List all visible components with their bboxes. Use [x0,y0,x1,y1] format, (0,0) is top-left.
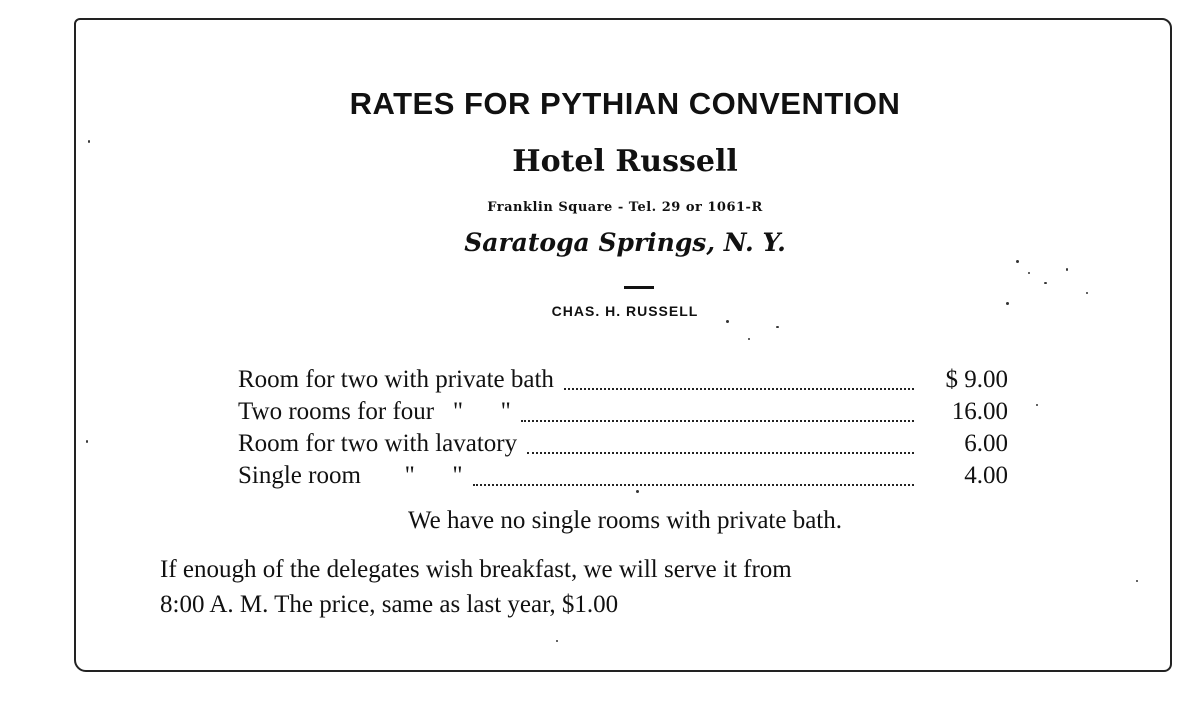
rate-price: $ 9.00 [945,366,1008,393]
breakfast-line-1: If enough of the delegates wish breakfast, we will serve it from [160,556,792,583]
rate-price: 16.00 [951,398,1008,425]
rate-row [238,396,1008,428]
print-speck [88,140,90,143]
leader-dots [564,388,914,390]
hotel-name: Hotel Russell [512,144,738,179]
print-speck [1036,404,1038,406]
print-speck [1016,260,1019,263]
breakfast-line-2: 8:00 A. M. The price, same as last year, $1.00 [160,591,619,618]
leader-dots [521,420,914,422]
proprietor-name: CHAS. H. RUSSELL [551,303,699,319]
rate-list [238,364,1008,492]
rate-label: Single room " " [238,462,463,489]
print-speck [726,320,729,323]
rate-price: 6.00 [964,430,1008,457]
print-speck [748,338,750,340]
print-speck [1066,268,1068,271]
leader-dots [473,484,914,486]
rate-card [74,18,1172,672]
hotel-address: Franklin Square - Tel. 29 or 1061-R [487,200,763,215]
breakfast-paragraph [160,552,1160,622]
rate-row [238,460,1008,492]
divider-rule [624,286,654,289]
rate-label: Two rooms for four " " [238,398,511,425]
rate-price: 4.00 [964,462,1008,489]
rate-row [238,364,1008,396]
rate-row [238,428,1008,460]
notice-text: We have no single rooms with private bath. [408,507,842,534]
rate-label: Room for two with private bath [238,366,554,393]
rate-label: Room for two with lavatory [238,430,518,457]
hotel-city: Saratoga Springs, N. Y. [464,228,786,257]
print-speck [1028,272,1030,274]
print-speck [1044,282,1047,284]
print-speck [556,640,558,642]
print-speck [776,326,779,328]
print-speck [86,440,88,443]
card-title: RATES FOR PYTHIAN CONVENTION [349,86,901,121]
print-speck [1086,292,1088,294]
leader-dots [527,452,914,454]
